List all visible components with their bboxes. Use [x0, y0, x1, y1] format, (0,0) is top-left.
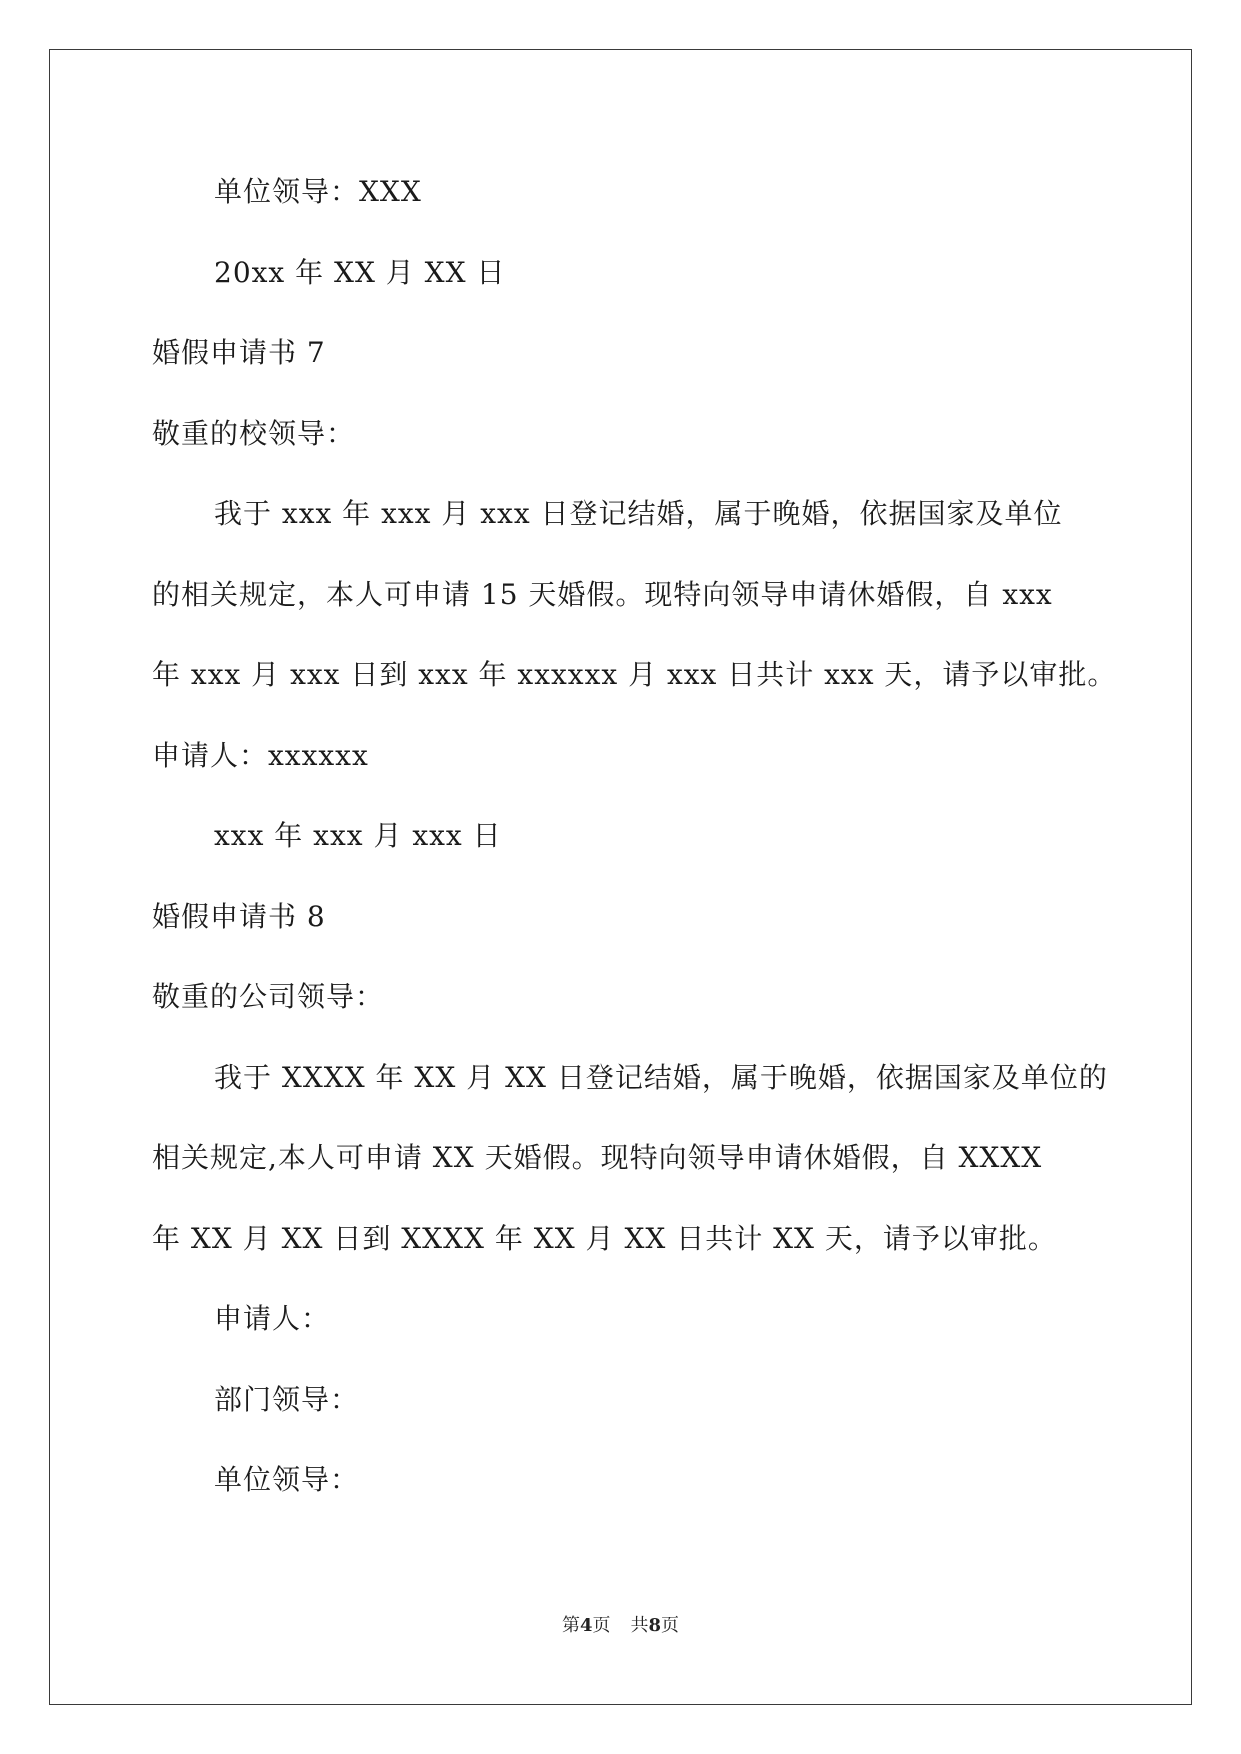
applicant-line: 申请人： [214, 1302, 331, 1335]
unit-leader-line: 单位领导： [214, 1463, 360, 1496]
total-suffix: 页 [661, 1615, 680, 1636]
current-page-number: 4 [579, 1615, 593, 1636]
unit-leader-line: 单位领导：XXX [214, 175, 422, 208]
page-suffix: 页 [592, 1615, 611, 1636]
section-title-7: 婚假申请书 7 [152, 336, 326, 369]
body-paragraph-line: 的相关规定，本人可申请 15 天婚假。现特向领导申请休婚假，自 xxx [152, 578, 1053, 611]
page-border [49, 49, 1192, 1705]
body-paragraph-line: 我于 xxx 年 xxx 月 xxx 日登记结婚，属于晚婚，依据国家及单位 [214, 497, 1063, 530]
salutation-school: 敬重的校领导： [152, 417, 356, 450]
body-paragraph-line: 年 xxx 月 xxx 日到 xxx 年 xxxxxx 月 xxx 日共计 xxx 天，请予以审批。 [152, 658, 1117, 691]
total-pages-number: 8 [648, 1615, 662, 1636]
page-prefix: 第 [561, 1615, 580, 1636]
department-leader-line: 部门领导： [214, 1383, 360, 1416]
date-line: 20xx 年 XX 月 XX 日 [214, 256, 506, 289]
salutation-company: 敬重的公司领导： [152, 980, 385, 1013]
body-paragraph-line: 我于 XXXX 年 XX 月 XX 日登记结婚，属于晚婚，依据国家及单位的 [214, 1061, 1108, 1094]
page-footer [0, 1614, 1241, 1638]
section-title-8: 婚假申请书 8 [152, 900, 326, 933]
date-line: xxx 年 xxx 月 xxx 日 [214, 819, 502, 852]
applicant-line: 申请人：xxxxxx [152, 739, 369, 772]
total-prefix: 共 [630, 1615, 649, 1636]
body-paragraph-line: 年 XX 月 XX 日到 XXXX 年 XX 月 XX 日共计 XX 天，请予以审批。 [152, 1222, 1057, 1255]
body-paragraph-line: 相关规定,本人可申请 XX 天婚假。现特向领导申请休婚假，自 XXXX [152, 1141, 1043, 1174]
